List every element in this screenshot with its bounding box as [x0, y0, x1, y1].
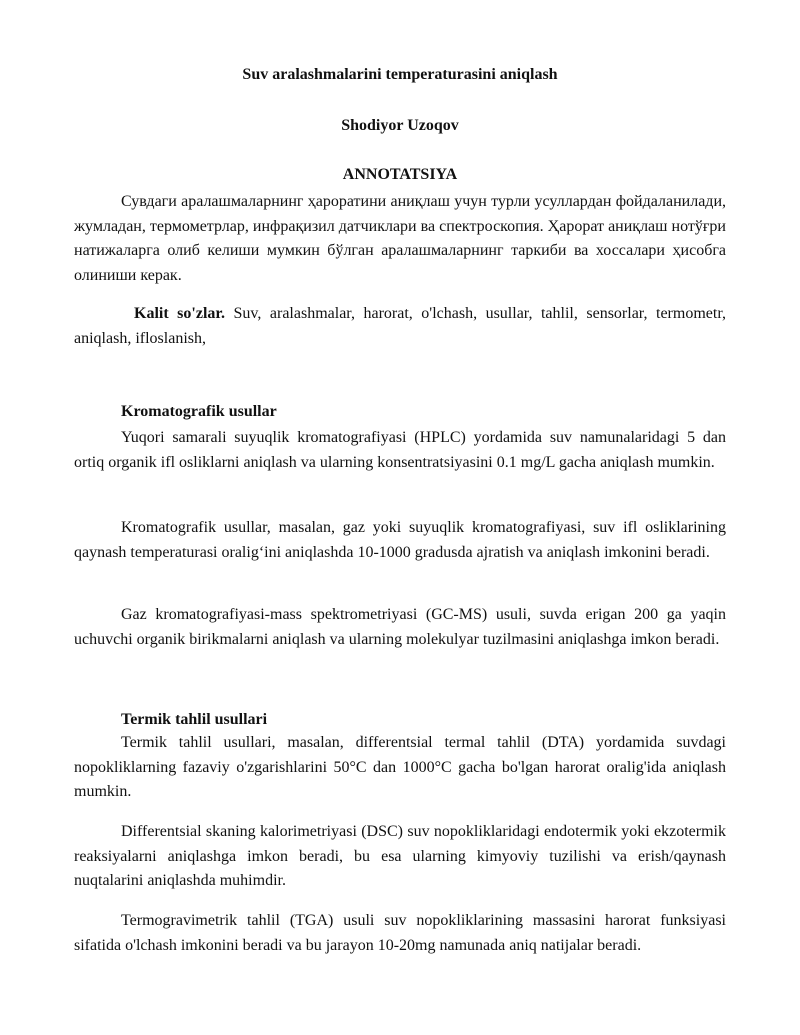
paragraph-gc-ms: Gaz kromatografiyasi-mass spektrometriyasi (GC-MS) usuli, suvda erigan 200 ga yaqin uchuvchi organik birikmalarni aniqlash va ularning molekulyar tuzilmasini aniqlashga imkon beradi.	[74, 606, 726, 648]
paragraph-chromatography-methods: Kromatografik usullar, masalan, gaz yoki suyuqlik kromatografiyasi, suv ifl osliklarining qaynash temperaturasi oralig‘ini aniqlashda 10-1000 gradusda ajratish va aniqlash imkonini beradi.	[74, 519, 726, 561]
annotation-text: Сувдаги аралашмаларнинг ҳароратини аниқлаш учун турли усуллардан фойдаланилади, жумладан, термометрлар, инфрақизил датчиклари ва спектроскопия. Ҳарорат аниқлаш нотўғри натижаларга олиб келиши мумкин бўлган аралашмаларнинг таркиби ва хоссалари ҳисобга олиниши керак.	[74, 193, 726, 284]
keywords-paragraph	[74, 302, 726, 351]
paragraph-dsc: Differentsial skaning kalorimetriyasi (DSC) suv nopokliklaridagi endotermik yoki ekzotermik reaksiyalarni aniqlashga imkon beradi, bu esa ularning kimyoviy tuzilishi va erish/qaynash nuqtalarini aniqlashda muhimdir.	[74, 823, 726, 889]
annotation-heading: ANNOTATSIYA	[342, 166, 458, 183]
paragraph-dta: Termik tahlil usullari, masalan, differentsial termal tahlil (DTA) yordamida suvdagi nopokliklarning fazaviy o'zgarishlarini 50°C dan 1000°C gacha bo'lgan harorat oralig'ida aniqlash mumkin.	[74, 734, 726, 800]
paragraph-hplc: Yuqori samarali suyuqlik kromatografiyasi (HPLC) yordamida suv namunalaridagi 5 dan ortiq organik ifl osliklarni aniqlash va ularning konsentratsiyasini 0.1 mg/L gacha aniqlash mumkin.	[74, 429, 726, 471]
paragraph-tga: Termogravimetrik tahlil (TGA) usuli suv nopokliklarining massasini harorat funksiyasi sifatida o'lchash imkonini beradi va bu jarayon 10-20mg namunada aniq natijalar beradi.	[74, 912, 726, 954]
section-heading-chromatography: Kromatografik usullar	[121, 403, 277, 420]
paper-title: Suv aralashmalarini temperaturasini aniqlash	[242, 66, 558, 83]
keywords-text: Suv, aralashmalar, harorat, o'lchash, usullar, tahlil, sensorlar, termometr, aniqlash, ifloslanish,	[74, 305, 727, 347]
author-name: Shodiyor Uzoqov	[341, 117, 459, 134]
section-heading-thermal-analysis: Termik tahlil usullari	[121, 711, 268, 728]
keywords-label: Kalit so'zlar.	[134, 305, 226, 322]
